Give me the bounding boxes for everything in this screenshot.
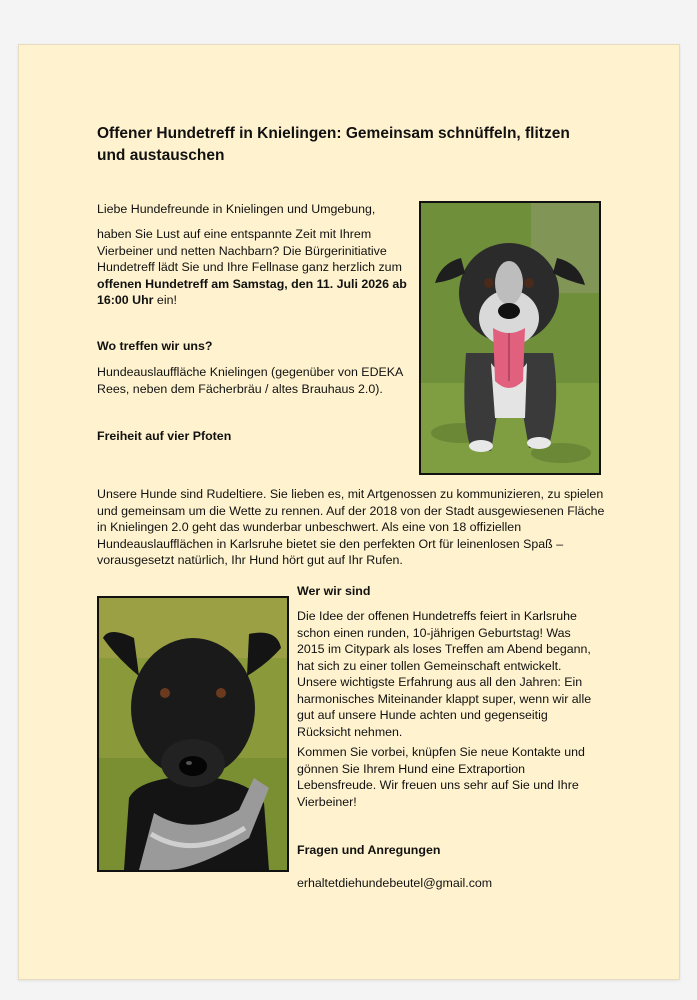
- terrier-illustration: [421, 203, 599, 473]
- page-title: Offener Hundetreff in Knielingen: Gemeinsam schnüffeln, flitzen und austauschen: [97, 125, 570, 164]
- flyer-page: [18, 44, 680, 980]
- about-text: Die Idee der offenen Hundetreffs feiert in Karlsruhe schon einen runden, 10-jährigen Geburtstag! Was 2015 im Citypark als loses Treffen am Abend begann, hat sich zu einer tollen Gemeinschaft entwickelt. Unsere wichtigste Erfahrung aus all den Jahren: Ein harmonisches Miteinander klappt super, wenn wir alle gut auf unsere Hunde achten und gegenseitig Rücksicht nehmen.: [297, 609, 592, 739]
- dog-photo-black: [97, 596, 289, 872]
- freedom-text: Unsere Hunde sind Rudeltiere. Sie lieben es, mit Artgenossen zu kommunizieren, zu spielen und gemeinsam um die Wette zu rennen. Auf der 2018 von der Stadt ausgewiesenen Fläche in Knielingen 2.0 geht das wunderbar unbeschwert. Als eine von 18 offiziellen Hundeauslaufflächen in Karlsruhe bietet sie den perfekten Ort für leinenlosen Spaß – vorausgesetzt natürlich, Ihr Hund hört gut auf Ihr Rufen.: [97, 487, 605, 567]
- intro-paragraph: [97, 226, 412, 309]
- where-text: Hundeauslauffläche Knielingen (gegenüber von EDEKA Rees, neben dem Fächerbräu / altes Brauhaus 2.0).: [97, 365, 403, 396]
- contact-email: erhaltetdiehundebeutel@gmail.com: [297, 876, 493, 890]
- contact-heading: Fragen und Anregungen: [297, 843, 441, 857]
- about-heading: Wer wir sind: [297, 584, 371, 598]
- intro-text: haben Sie Lust auf eine entspannte Zeit mit Ihrem Vierbeiner und netten Nachbarn? Die Bürgerinitiative Hundetreff lädt Sie und Ihre Fellnase ganz herzlich zum: [97, 227, 402, 274]
- where-heading: Wo treffen wir uns?: [97, 339, 213, 353]
- dog-photo-terrier: [419, 201, 601, 475]
- about-invite-text: Kommen Sie vorbei, knüpfen Sie neue Kontakte und gönnen Sie Ihrem Hund eine Extraportion Lebensfreude. Wir freuen uns sehr auf Sie und Ihre Vierbeiner!: [297, 745, 585, 809]
- intro-date-highlight: offenen Hundetreff am Samstag, den 11. Juli 2026 ab 16:00 Uhr: [97, 276, 407, 307]
- freedom-heading: Freiheit auf vier Pfoten: [97, 429, 232, 443]
- black-dog-illustration: [99, 598, 287, 870]
- intro-text-end: ein!: [153, 293, 177, 307]
- greeting: Liebe Hundefreunde in Knielingen und Umgebung,: [97, 202, 376, 216]
